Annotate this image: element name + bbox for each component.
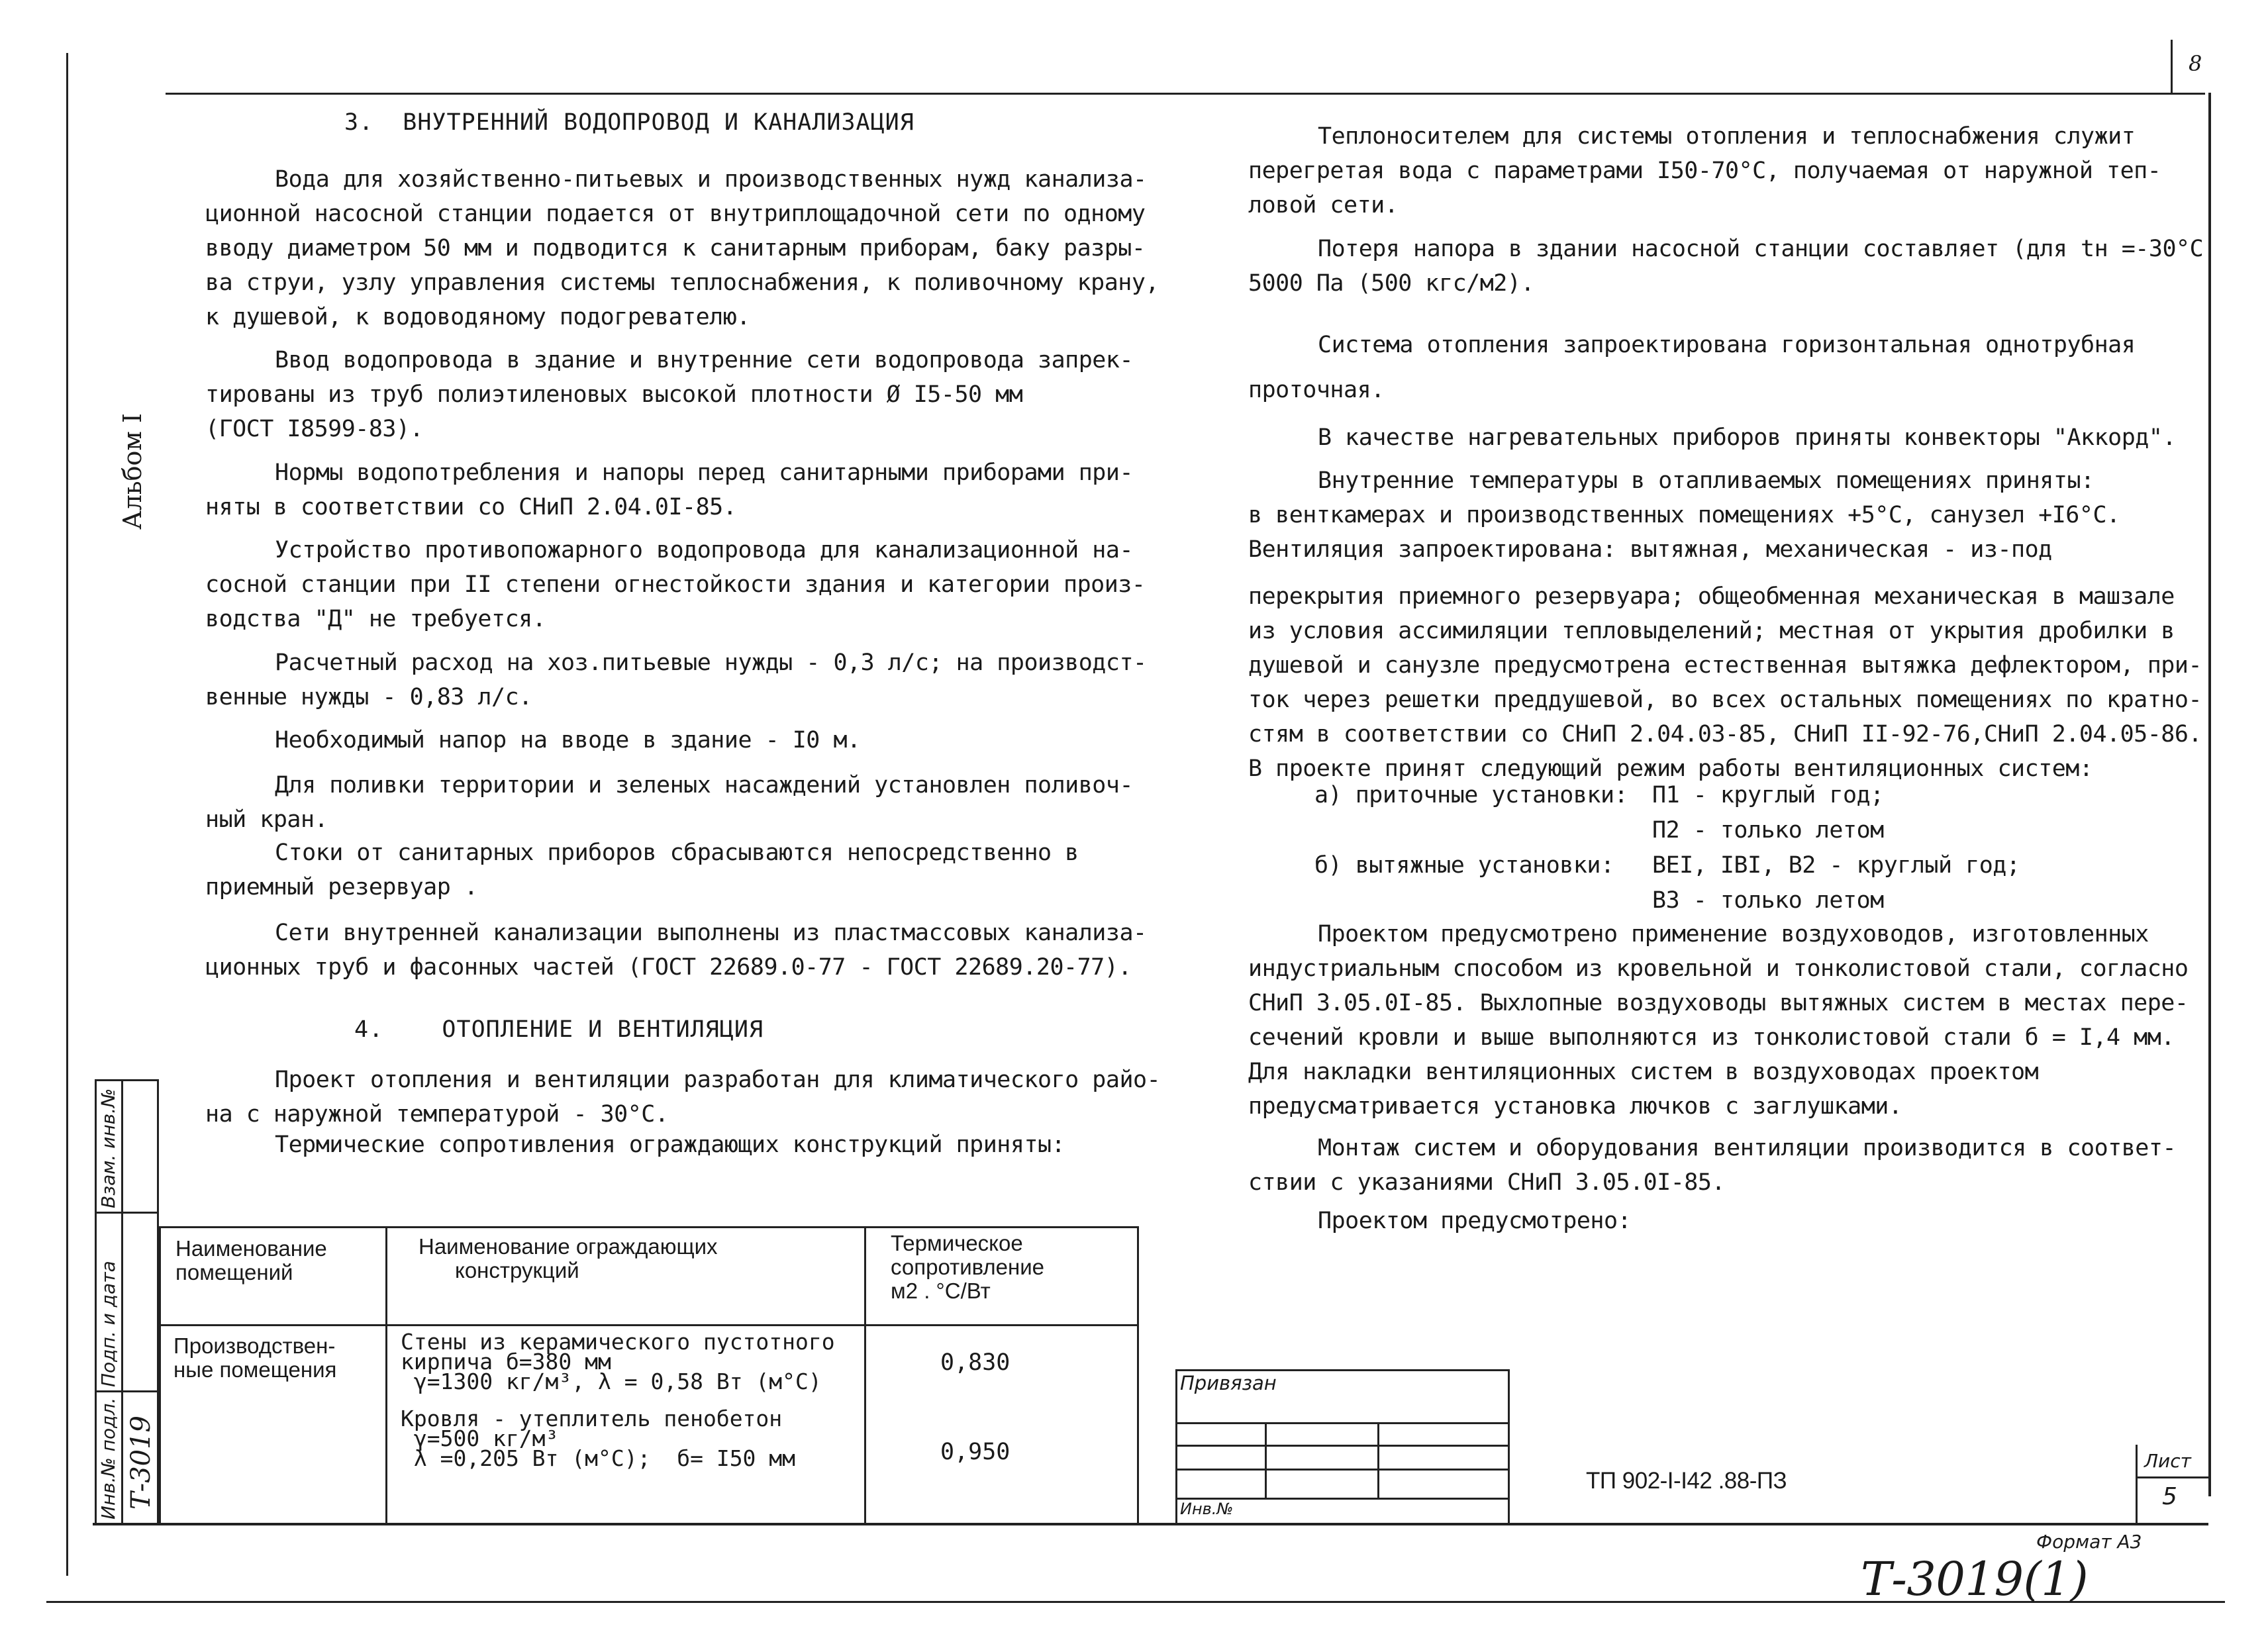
section3-p2: Ввод водопровода в здание и внутренние сети водопровода запрек- тированы из труб полиэтиленовых высокой плотности Ø I5-50 мм (ГОСТ I8599-83). — [205, 347, 1134, 442]
right-p5: Внутренние температуры в отапливаемых помещениях приняты: в венткамерах и производственных помещениях +5°С, санузел +I6°С. Вентиляция запроектирована: вытяжная, механическая - из-под — [1248, 467, 2120, 563]
stamp-top-line — [1175, 1369, 1510, 1371]
table-top-line — [159, 1226, 1139, 1228]
section3-title: 3. ВНУТРЕННИЙ ВОДОПРОВОД И КАНАЛИЗАЦИЯ — [344, 109, 914, 136]
stamp-row-1 — [1175, 1422, 1510, 1424]
right-p6: перекрытия приемного резервуара; общеобменная механическая в машзале из условия ассимиляции тепловыделений; местная от укрытия дробилки в душевой и санузле предусмотрена естественная вытяжка дефлектором, при- ток через решетки преддушевой, во всех остальных помещениях по кратно- стям в соответствии со СНиП 2.04.03-85, СНиП II-92-76,СНиП 2.04.05-86. В проекте принят следующий режим работы вентиляционных систем: — [1248, 583, 2202, 782]
mode-exhaust-item-2: В3 - только летом — [1652, 887, 1884, 914]
stamp-sheet-line — [2136, 1476, 2208, 1478]
section4-title: 4. ОТОПЛЕНИЕ И ВЕНТИЛЯЦИЯ — [354, 1016, 764, 1043]
side-stamp-podp-data: Подп. и дата — [97, 1261, 119, 1387]
frame-top-line — [166, 93, 2205, 95]
stamp-row-3 — [1175, 1469, 1510, 1471]
right-p7: Проектом предусмотрено применение воздуховодов, изготовленных индустриальным способом из кровельной и тонколистовой стали, согласно СНиП 3.05.0I-85. Выхлопные воздуховоды вытяжных систем в местах пере- сечений кровли и выше выполняются из тонколистовой стали б = I,4 мм. Для накладки вентиляционных систем в воздуховодах проектом предусматривается установка лючков с заглушками. — [1248, 921, 2189, 1120]
mode-supply-label: а) приточные установки: — [1314, 782, 1628, 808]
side-stamp-div-2 — [95, 1390, 159, 1392]
section3-p4: Устройство противопожарного водопровода для канализационной на- сосной станции при II степени огнестойкости здания и категории произ- водства "Д" не требуется. — [205, 537, 1146, 632]
section3-p5: Расчетный расход на хоз.питьевые нужды - 0,3 л/с; на производст- венные нужды - 0,83 л/с. — [205, 650, 1147, 710]
frame-left-line — [66, 53, 68, 1576]
frame-bottom-line — [93, 1523, 2208, 1525]
stamp-sheet-label: Лист — [2144, 1450, 2191, 1472]
table-row-roof-value: 0,950 — [940, 1439, 1011, 1465]
side-stamp-number: Т-3019 — [126, 1416, 156, 1510]
stamp-format: Формат А3 — [2036, 1531, 2142, 1553]
section3-p1: Вода для хозяйственно-питьевых и производственных нужд канализа- ционной насосной станции подается от внутриплощадочной сети по одному вводу диаметром 50 мм и подводится к санитарным приборам, баку разры- ва струи, узлу управления системы теплоснабжения, к поливочному крану, к душевой, к водоводяному подогревателю. — [205, 166, 1159, 330]
side-stamp-line-1 — [95, 1079, 97, 1523]
stamp-sheet-number: 5 — [2162, 1483, 2177, 1510]
right-p1: Теплоносителем для системы отопления и теплоснабжения служит перегретая вода с параметрами I50-70°С, получаемая от наружной теп- ловой сети. — [1248, 123, 2161, 218]
table-header-resistance: Термическое сопротивление м2 . °С/Вт — [891, 1231, 1045, 1303]
table-header-line — [159, 1324, 1139, 1326]
side-stamp-div-1 — [95, 1212, 159, 1214]
table-row-walls-value: 0,830 — [940, 1349, 1011, 1376]
table-row-label: Производствен- ные помещения — [173, 1333, 337, 1382]
table-header-room: Наименование помещений — [175, 1236, 327, 1284]
stamp-privyazan: Привязан — [1180, 1372, 1277, 1394]
side-stamp-vzam-inv: Взам. инв.№ — [97, 1088, 119, 1208]
mode-supply-item-1: П1 - круглый год; — [1652, 782, 1884, 808]
stamp-sheet-divider — [2136, 1445, 2138, 1523]
page-number: 8 — [2189, 51, 2202, 76]
right-p8: Монтаж систем и оборудования вентиляции производится в соответ- ствии с указаниями СНиП 3.05.0I-85. — [1248, 1135, 2177, 1196]
right-p3: Система отопления запроектирована горизонтальная однотрубная проточная. — [1248, 332, 2136, 403]
mode-exhaust-item-1: ВЕI, IВI, В2 - круглый год; — [1652, 852, 2020, 879]
section3-p7: Для поливки территории и зеленых насаждений установлен поливоч- ный кран. — [205, 772, 1134, 833]
section4-p2: Термические сопротивления ограждающих конструкций приняты: — [275, 1132, 1065, 1158]
section3-p9: Сети внутренней канализации выполнены из пластмассовых канализа- ционных труб и фасонных частей (ГОСТ 22689.0-77 - ГОСТ 22689.20-77). — [205, 920, 1147, 981]
album-label: Альбом I — [118, 412, 147, 530]
stamp-col-1 — [1265, 1422, 1267, 1498]
stamp-col-2 — [1377, 1422, 1379, 1498]
stamp-document-code: ТП 902-I-I42 .88-ПЗ — [1586, 1468, 1787, 1494]
frame-right-line — [2208, 93, 2211, 1496]
mode-exhaust-label: б) вытяжные установки: — [1314, 852, 1614, 879]
section3-p6: Необходимый напор на вводе в здание - I0 м. — [275, 727, 861, 753]
stamp-row-2 — [1175, 1445, 1510, 1447]
section3-p8: Стоки от санитарных приборов сбрасываются непосредственно в приемный резервуар . — [205, 840, 1079, 900]
side-stamp-line-3 — [157, 1079, 159, 1523]
right-p2: Потеря напора в здании насосной станции составляет (для tн =-30°С 5000 Па (500 кгс/м2). — [1248, 236, 2204, 297]
right-p4: В качестве нагревательных приборов приняты конвекторы "Аккорд". — [1318, 424, 2177, 451]
mode-supply-item-2: П2 - только летом — [1652, 817, 1884, 844]
table-row-walls-construction: Стены из керамического пустотного кирпича б=380 мм γ=1300 кг/м³, λ = 0,58 Вт (м°С) — [401, 1329, 835, 1394]
table-col-line-1 — [159, 1226, 161, 1523]
table-col-line-2 — [385, 1226, 387, 1523]
right-p9: Проектом предусмотрено: — [1318, 1208, 1632, 1234]
table-col-line-3 — [864, 1226, 866, 1523]
table-row-roof-construction: Кровля - утеплитель пенобетон γ=500 кг/м³ λ =0,205 Вт (м°С); б= I50 мм — [401, 1406, 796, 1471]
side-stamp-top — [95, 1079, 159, 1081]
table-header-construction: Наименование ограждающих конструкций — [419, 1234, 718, 1282]
table-col-line-4 — [1137, 1226, 1139, 1523]
handwritten-archive-number: Т-3019(1) — [1861, 1552, 2089, 1606]
page-number-divider — [2171, 40, 2173, 93]
section4-p1: Проект отопления и вентиляции разработан для климатического райо- на с наружной температурой - 30°С. — [205, 1067, 1161, 1128]
section3-p3: Нормы водопотребления и напоры перед санитарными приборами при- няты в соответствии со СНиП 2.04.0I-85. — [205, 459, 1134, 520]
side-stamp-inv-podl: Инв.№ подл. — [97, 1397, 119, 1520]
stamp-inv-no: Инв.№ — [1180, 1500, 1234, 1518]
side-stamp-line-2 — [121, 1079, 123, 1523]
